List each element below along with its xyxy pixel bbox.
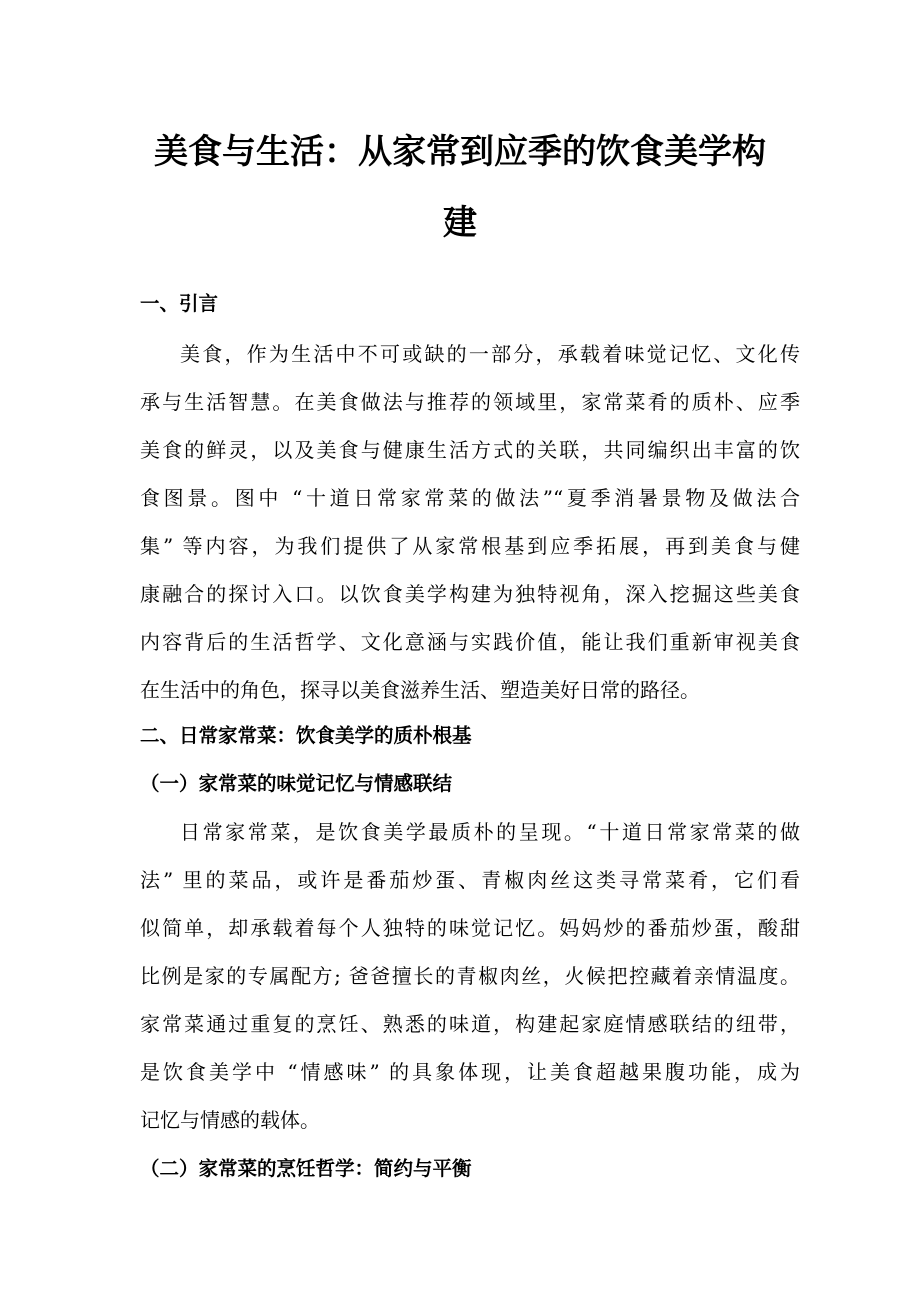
paragraph-line: 法” 里的菜品，或许是番茄炒蛋、青椒肉丝这类寻常菜肴，它们看 <box>140 868 800 892</box>
subsection-1-heading: （一）家常菜的味觉记忆与情感联结 <box>140 772 453 795</box>
subsection-1-paragraph <box>140 808 800 1144</box>
document-title-line-1: 美食与生活：从家常到应季的饮食美学构 <box>154 132 766 172</box>
paragraph-line: 内容背后的生活哲学、文化意涵与实践价值，能让我们重新审视美食 <box>140 630 800 654</box>
section-2-heading: 二、日常家常菜：饮食美学的质朴根基 <box>140 724 472 747</box>
paragraph-line: 是饮食美学中 “情感味” 的具象体现，让美食超越果腹功能，成为 <box>140 1060 800 1084</box>
paragraph-line: 记忆与情感的载体。 <box>140 1108 320 1132</box>
subsection-2-heading: （二）家常菜的烹饪哲学：简约与平衡 <box>140 1157 472 1180</box>
paragraph-line: 家常菜通过重复的烹饪、熟悉的味道，构建起家庭情感联结的纽带， <box>140 1012 800 1036</box>
paragraph-line: 美食的鲜灵，以及美食与健康生活方式的关联，共同编织出丰富的饮 <box>140 438 800 462</box>
paragraph-line: 承与生活智慧。在美食做法与推荐的领域里，家常菜肴的质朴、应季 <box>140 390 800 414</box>
paragraph-line: 比例是家的专属配方; 爸爸擅长的青椒肉丝，火候把控藏着亲情温度。 <box>140 964 800 988</box>
paragraph-line: 集” 等内容，为我们提供了从家常根基到应季拓展，再到美食与健 <box>140 534 800 558</box>
paragraph-line: 康融合的探讨入口。以饮食美学构建为独特视角，深入挖掘这些美食 <box>140 582 800 606</box>
paragraph-line: 日常家常菜，是饮食美学最质朴的呈现。“十道日常家常菜的做 <box>180 820 800 844</box>
paragraph-line: 似简单，却承载着每个人独特的味觉记忆。妈妈炒的番茄炒蛋，酸甜 <box>140 916 800 940</box>
paragraph-line: 美食，作为生活中不可或缺的一部分，承载着味觉记忆、文化传 <box>180 342 800 366</box>
paragraph-line: 食图景。图中 “十道日常家常菜的做法”“夏季消暑景物及做法合 <box>140 486 800 510</box>
intro-heading: 一、引言 <box>140 292 219 315</box>
intro-paragraph <box>140 330 800 714</box>
document-title-line-2: 建 <box>443 203 477 243</box>
paragraph-line: 在生活中的角色，探寻以美食滋养生活、塑造美好日常的路径。 <box>140 678 700 702</box>
